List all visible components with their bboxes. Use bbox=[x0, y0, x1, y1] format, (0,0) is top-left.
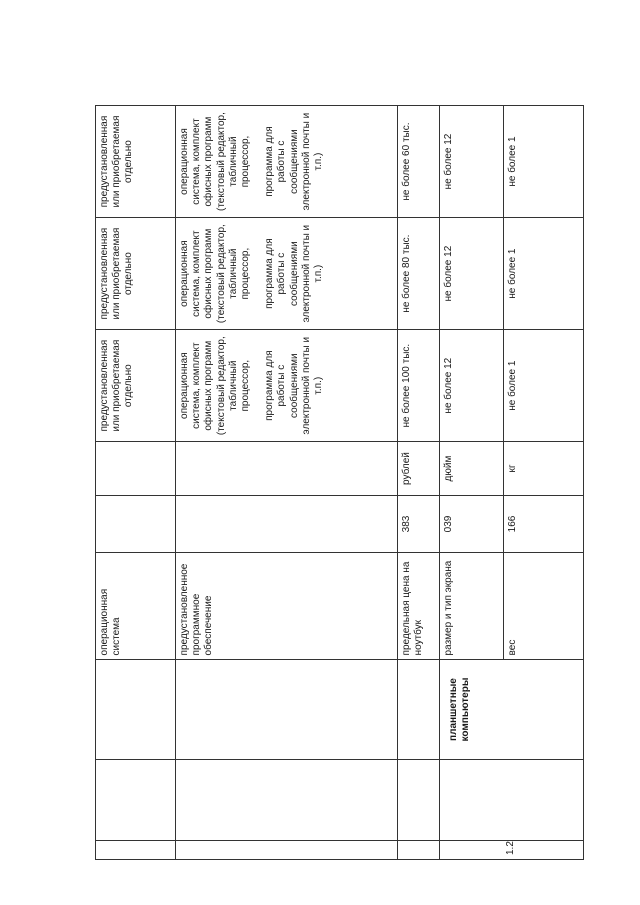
row-price bbox=[398, 106, 440, 860]
weight-code: 166 bbox=[504, 495, 584, 552]
price-code: 383 bbox=[398, 495, 440, 552]
software-value-1-b: программа для работы с сообщениями электронной почты и т.п.) bbox=[264, 336, 324, 435]
software-value-2 bbox=[176, 218, 398, 330]
price-label: предельная цена на ноутбук bbox=[398, 553, 440, 660]
cell-category-empty bbox=[96, 759, 176, 841]
cell-category-empty bbox=[398, 759, 440, 841]
cell-name-empty bbox=[398, 660, 440, 759]
screen-unit: дюйм bbox=[440, 442, 504, 496]
os-code bbox=[96, 495, 176, 552]
screen-value-3: не более 12 bbox=[440, 106, 504, 218]
screen-label: размер и тип экрана bbox=[440, 553, 504, 660]
software-value-3 bbox=[176, 106, 398, 218]
specs-table bbox=[95, 105, 584, 860]
software-value-1 bbox=[176, 330, 398, 442]
screen-value-1: не более 12 bbox=[440, 330, 504, 442]
software-value-2-a: операционная система, комплект офисных программ (текстовый редактор, табличный процессор, bbox=[179, 224, 251, 324]
row-number: 1.2 bbox=[440, 841, 584, 860]
rotated-table-frame bbox=[95, 105, 583, 860]
software-value-3-b: программа для работы с сообщениями электронной почты и т.п.) bbox=[264, 112, 324, 211]
os-unit bbox=[96, 442, 176, 496]
price-value-1: не более 100 тыс. bbox=[398, 330, 440, 442]
price-value-3: не более 60 тыс. bbox=[398, 106, 440, 218]
screen-value-2: не более 12 bbox=[440, 218, 504, 330]
software-value-1-a: операционная система, комплект офисных программ (текстовый редактор, табличный процессор, bbox=[179, 336, 251, 436]
os-value-1: предустановленная или приобретаемая отдельно bbox=[96, 330, 176, 442]
price-value-2: не более 80 тыс. bbox=[398, 218, 440, 330]
cell-name-empty bbox=[176, 660, 398, 759]
software-code bbox=[176, 495, 398, 552]
weight-value-3: не более 1 bbox=[504, 106, 584, 218]
cell-category-empty bbox=[440, 759, 584, 841]
weight-label: вес bbox=[504, 553, 584, 660]
cell-num-empty bbox=[96, 841, 176, 860]
software-value-2-b: программа для работы с сообщениями электронной почты и т.п.) bbox=[264, 224, 324, 323]
os-label: операционная система bbox=[96, 553, 176, 660]
price-unit: рублей bbox=[398, 442, 440, 496]
os-value-2: предустановленная или приобретаемая отдельно bbox=[96, 218, 176, 330]
row-screen bbox=[440, 106, 504, 860]
group-title: планшетные компьютеры bbox=[440, 660, 584, 759]
row-software bbox=[176, 106, 398, 860]
software-unit bbox=[176, 442, 398, 496]
software-label: предустановленное программное обеспечение bbox=[176, 553, 398, 660]
cell-num-empty bbox=[176, 841, 398, 860]
cell-category-empty bbox=[176, 759, 398, 841]
cell-num-empty bbox=[398, 841, 440, 860]
weight-value-2: не более 1 bbox=[504, 218, 584, 330]
row-os bbox=[96, 106, 176, 860]
os-value-3: предустановленная или приобретаемая отдельно bbox=[96, 106, 176, 218]
screen-code: 039 bbox=[440, 495, 504, 552]
weight-unit: кг bbox=[504, 442, 584, 496]
weight-value-1: не более 1 bbox=[504, 330, 584, 442]
cell-name-empty bbox=[96, 660, 176, 759]
software-value-3-a: операционная система, комплект офисных программ (текстовый редактор, табличный процессор, bbox=[179, 112, 251, 211]
